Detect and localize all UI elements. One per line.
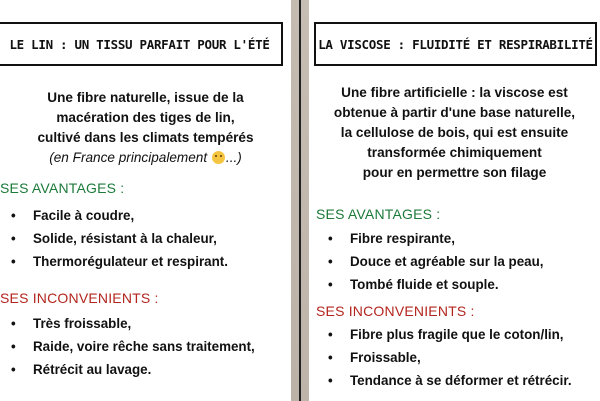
viscose-title: LA VISCOSE : FLUIDITÉ ET RESPIRABILITÉ <box>314 22 597 66</box>
advantages-heading: SES AVANTAGES : <box>0 180 125 196</box>
bullet-icon: • <box>11 316 16 331</box>
intro-line: pour en permettre son filage <box>362 165 547 180</box>
drawbacks-list <box>328 323 572 392</box>
drawbacks-list <box>11 312 255 381</box>
list-item-text: Facile à coudre, <box>33 208 135 223</box>
intro-line: obtenue à partir d'une base naturelle, <box>333 105 576 120</box>
list-item <box>328 346 572 369</box>
grinning-face-icon <box>212 151 225 164</box>
bullet-icon: • <box>11 362 16 377</box>
bullet-icon: • <box>328 327 333 342</box>
bullet-icon: • <box>328 254 333 269</box>
intro-note-text: (en France principalement <box>49 150 211 165</box>
list-item-text: Fibre plus fragile que le coton/lin, <box>350 327 564 342</box>
intro-note-ellipsis: ...) <box>225 150 242 165</box>
list-item-text: Fibre respirante, <box>350 231 455 246</box>
advantages-list <box>328 227 544 296</box>
drawbacks-heading: SES INCONVENIENTS : <box>316 303 475 319</box>
viscose-intro <box>309 83 600 183</box>
list-item-text: Solide, résistant à la chaleur, <box>33 231 217 246</box>
bullet-icon: • <box>328 277 333 292</box>
list-item <box>328 273 544 296</box>
intro-note <box>0 148 291 168</box>
list-item <box>11 250 228 273</box>
list-item-text: Thermorégulateur et respirant. <box>33 254 228 269</box>
bullet-icon: • <box>11 231 16 246</box>
viscose-panel <box>309 0 600 401</box>
list-item-text: Rétrécit au lavage. <box>33 362 152 377</box>
bullet-icon: • <box>328 373 333 388</box>
center-divider <box>299 0 301 401</box>
list-item-text: Raide, voire rêche sans traitement, <box>33 339 255 354</box>
list-item-text: Tendance à se déformer et rétrécir. <box>350 373 572 388</box>
linen-title: LE LIN : UN TISSU PARFAIT POUR L'ÉTÉ <box>0 22 283 66</box>
intro-line: Une fibre artificielle : la viscose est <box>341 85 568 100</box>
bullet-icon: • <box>328 231 333 246</box>
list-item-text: Douce et agréable sur la peau, <box>350 254 544 269</box>
advantages-list <box>11 204 228 273</box>
list-item <box>328 250 544 273</box>
list-item <box>11 335 255 358</box>
list-item <box>11 227 228 250</box>
intro-line: macération des tiges de lin, <box>56 110 235 125</box>
list-item <box>11 312 255 335</box>
list-item <box>11 204 228 227</box>
intro-line: la cellulose de bois, qui est ensuite <box>340 125 569 140</box>
list-item-text: Froissable, <box>350 350 421 365</box>
list-item <box>328 369 572 392</box>
bullet-icon: • <box>11 208 16 223</box>
list-item-text: Tombé fluide et souple. <box>350 277 499 292</box>
intro-line: Une fibre naturelle, issue de la <box>47 90 244 105</box>
list-item <box>11 358 255 381</box>
list-item <box>328 323 572 346</box>
list-item <box>328 227 544 250</box>
list-item-text: Très froissable, <box>33 316 132 331</box>
bullet-icon: • <box>11 254 16 269</box>
linen-panel <box>0 0 291 401</box>
intro-line: transformée chimiquement <box>367 145 542 160</box>
drawbacks-heading: SES INCONVENIENTS : <box>0 290 159 306</box>
bullet-icon: • <box>328 350 333 365</box>
advantages-heading: SES AVANTAGES : <box>316 206 441 222</box>
linen-intro <box>0 88 291 168</box>
bullet-icon: • <box>11 339 16 354</box>
intro-line: cultivé dans les climats tempérés <box>37 130 254 145</box>
